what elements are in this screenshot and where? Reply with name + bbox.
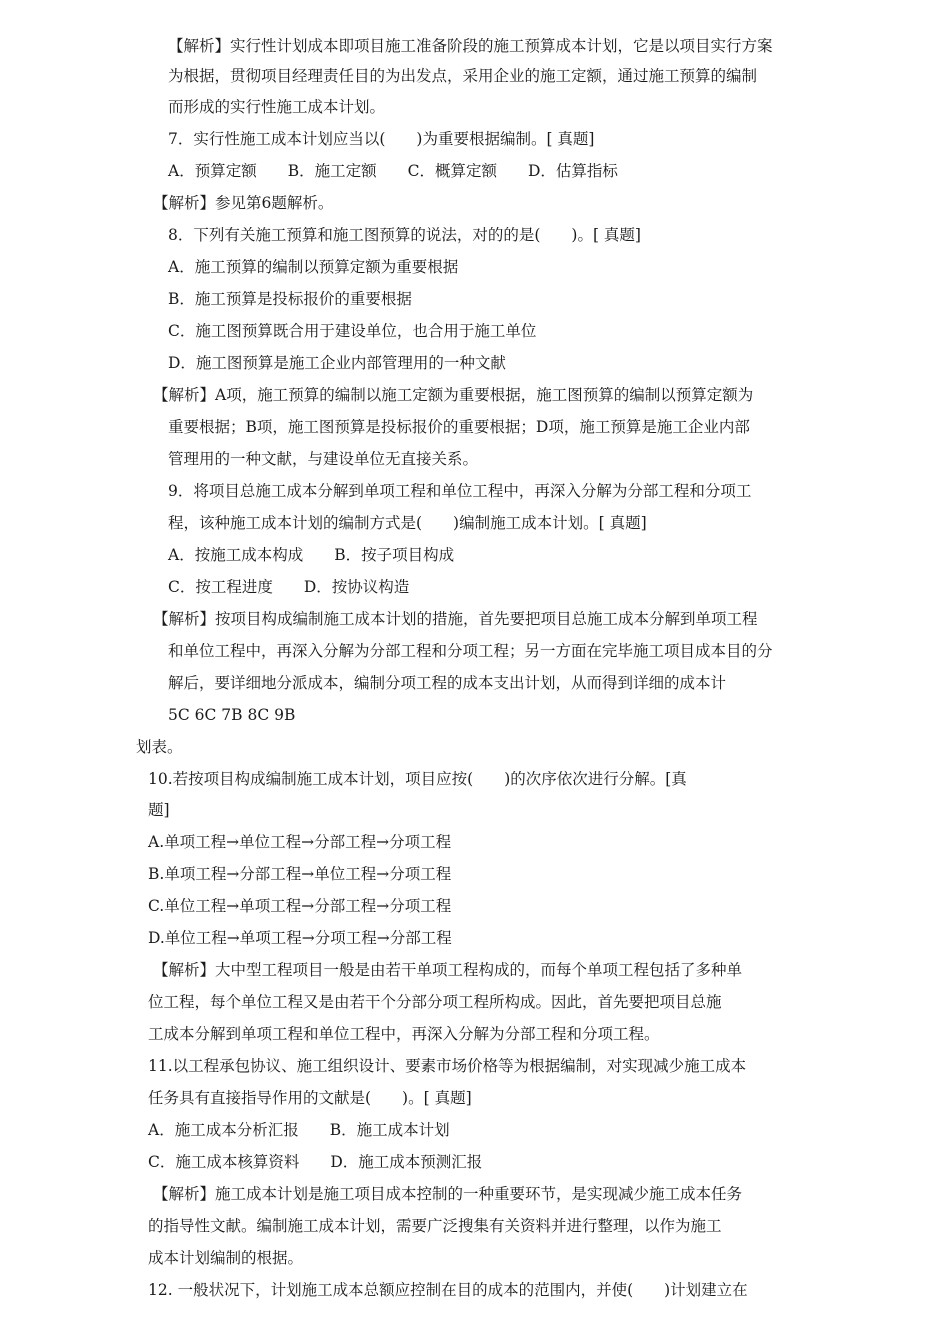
question-9-options-cd: C．按工程进度 D．按协议构造: [168, 578, 410, 596]
question-9-options-ab: A．按施工成本构成 B．按子项目构成: [168, 546, 455, 564]
analysis-10-line-1: 【解析】大中型工程项目一般是由若干单项工程构成的，而每个单项工程包括了多种单: [153, 961, 743, 979]
analysis-8-line-1: 【解析】A项，施工预算的编制以施工定额为重要根据，施工图预算的编制以预算定额为: [153, 386, 754, 404]
answer-key: 5C 6C 7B 8C 9B: [168, 706, 296, 724]
question-8-option-c: C．施工图预算既合用于建设单位，也合用于施工单位: [168, 322, 537, 340]
analysis-7: 【解析】参见第6题解析。: [153, 194, 334, 212]
question-7-options: A．预算定额 B．施工定额 C．概算定额 D．估算指标: [168, 162, 618, 180]
analysis-10-line-2: 位工程，每个单位工程又是由若干个分部分项工程所构成。因此，首先要把项目总施: [148, 993, 722, 1011]
question-9-line-2: 程，该种施工成本计划的编制方式是( )编制施工成本计划。[ 真题]: [168, 514, 647, 532]
question-8: 8．下列有关施工预算和施工图预算的说法，对的的是( )。[ 真题]: [168, 226, 641, 244]
question-10-option-b: B.单项工程→分部工程→单位工程→分项工程: [148, 865, 452, 883]
question-7: 7．实行性施工成本计划应当以( )为重要根据编制。[ 真题]: [168, 130, 595, 148]
question-8-option-a: A．施工预算的编制以预算定额为重要根据: [168, 258, 459, 276]
analysis-6-line-2: 为根据，贯彻项目经理责任目的为出发点，采用企业的施工定额，通过施工预算的编制: [168, 67, 758, 85]
analysis-11-line-2: 的指导性文献。编制施工成本计划，需要广泛搜集有关资料并进行整理，以作为施工: [148, 1217, 722, 1235]
analysis-8-line-3: 管理用的一种文献，与建设单位无直接关系。: [168, 450, 479, 468]
question-11-line-1: 11.以工程承包协议、施工组织设计、要素市场价格等为根据编制，对实现减少施工成本: [148, 1057, 747, 1075]
analysis-10-line-3: 工成本分解到单项工程和单位工程中，再深入分解为分部工程和分项工程。: [148, 1025, 660, 1043]
question-10-line-1: 10.若按项目构成编制施工成本计划，项目应按( )的次序依次进行分解。[真: [148, 770, 687, 788]
analysis-9-line-4: 划表。: [136, 738, 183, 756]
question-10-option-a: A.单项工程→单位工程→分部工程→分项工程: [148, 833, 452, 851]
analysis-9-line-2: 和单位工程中，再深入分解为分部工程和分项工程；另一方面在完毕施工项目成本目的分: [168, 642, 773, 660]
analysis-8-line-2: 重要根据；B项，施工图预算是投标报价的重要根据；D项，施工预算是施工企业内部: [168, 418, 750, 436]
analysis-9-line-3: 解后，要详细地分派成本，编制分项工程的成本支出计划，从而得到详细的成本计: [168, 674, 727, 692]
question-11-options-ab: A．施工成本分析汇报 B．施工成本计划: [148, 1121, 450, 1139]
analysis-9-line-1: 【解析】按项目构成编制施工成本计划的措施，首先要把项目总施工成本分解到单项工程: [153, 610, 758, 628]
question-11-options-cd: C．施工成本核算资料 D．施工成本预测汇报: [148, 1153, 483, 1171]
question-9-line-1: 9．将项目总施工成本分解到单项工程和单位工程中，再深入分解为分部工程和分项工: [168, 482, 752, 500]
analysis-11-line-3: 成本计划编制的根据。: [148, 1249, 304, 1267]
question-10-line-2: 题]: [148, 801, 170, 819]
question-12-line-1: 12. 一般状况下，计划施工成本总额应控制在目的成本的范围内，并使( )计划建立在: [148, 1281, 748, 1299]
analysis-6-line-1: 【解析】实行性计划成本即项目施工准备阶段的施工预算成本计划，它是以项目实行方案: [168, 37, 773, 55]
question-8-option-d: D．施工图预算是施工企业内部管理用的一种文献: [168, 354, 506, 372]
question-10-option-c: C.单位工程→单项工程→分部工程→分项工程: [148, 897, 452, 915]
analysis-11-line-1: 【解析】施工成本计划是施工项目成本控制的一种重要环节，是实现减少施工成本任务: [153, 1185, 743, 1203]
question-8-option-b: B．施工预算是投标报价的重要根据: [168, 290, 412, 308]
question-10-option-d: D.单位工程→单项工程→分项工程→分部工程: [148, 929, 452, 947]
question-11-line-2: 任务具有直接指导作用的文献是( )。[ 真题]: [148, 1089, 472, 1107]
analysis-6-line-3: 而形成的实行性施工成本计划。: [168, 98, 386, 116]
